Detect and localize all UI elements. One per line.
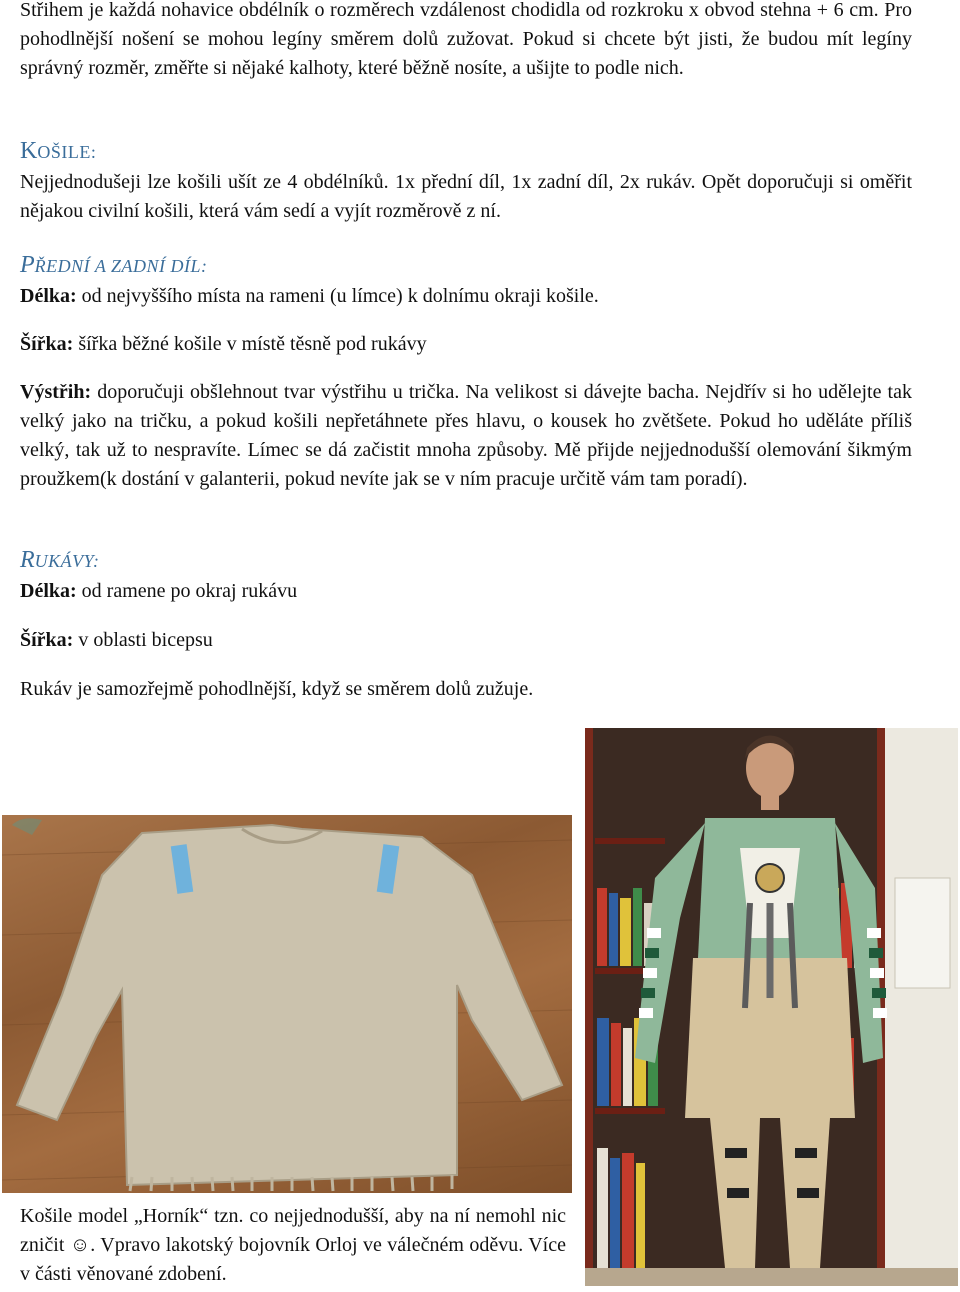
predni-sirka: Šířka: šířka běžné košile v místě těsně pod rukávy [20,333,427,355]
predni-vystrih: Výstřih: doporučuji obšlehnout tvar výstřihu u trička. Na velikost si dávejte bacha. Nejdřív si ho udělejte tak velký jako na tričku, a pokud košili nepřetáhnete přes hlavu, o kousek ho zvětšete. Pokud ho uděláte příliš velký, tak už to nespravíte. Límec se dá začistit mnoha způsoby. Mě přijde nejjednodušší olemování šikmým proužkem(k dostání v galanterii, pokud nevíte jak se v ním pracuje určitě vám tam poradí). [20,381,912,490]
photo-caption: Košile model „Horník“ tzn. co nejjednodušší, aby na ní nemohl nic zničit ☺. Vpravo lakotský bojovník Orloj ve válečném oděvu. Více v části věnované zdobení. [20,1205,566,1285]
rukavy-note: Rukáv je samozřejmě pohodlnější, když se směrem dolů zužuje. [20,678,534,700]
heading-rukavy: RUKÁVY: [20,547,100,573]
boy-photo [585,728,958,1286]
kosile-paragraph: Nejjednodušeji lze košili ušít ze 4 obdélníků. 1x přední díl, 1x zadní díl, 2x rukáv. Opět doporučuji si oměřit nějakou civilní košili, která vám sedí a vyjít rozměrově z ní. [20,171,912,222]
intro-paragraph: Střihem je každá nohavice obdélník o rozměrech vzdálenost chodidla od rozkroku x obvod stehna + 6 cm. Pro pohodlnější nošení se mohou legíny směrem dolů zužovat. Pokud si chcete být jisti, že budou mít legíny správný rozměr, změřte si nějaké kalhoty, které běžně nosíte, a ušijte to podle nich. [20,0,912,79]
boy-illustration [585,728,958,1286]
rukavy-delka: Délka: od ramene po okraj rukávu [20,580,298,602]
shirt-photo [2,815,572,1193]
rukavy-sirka: Šířka: v oblasti bicepsu [20,629,213,651]
predni-delka: Délka: od nejvyššího místa na rameni (u límce) k dolnímu okraji košile. [20,285,599,307]
shirt-illustration [2,815,572,1193]
heading-kosile: KOŠILE: [20,138,97,164]
smiley-icon: ☺ [69,1234,91,1256]
heading-predni-zadni-dil: PŘEDNÍ A ZADNÍ DÍL: [20,252,208,278]
